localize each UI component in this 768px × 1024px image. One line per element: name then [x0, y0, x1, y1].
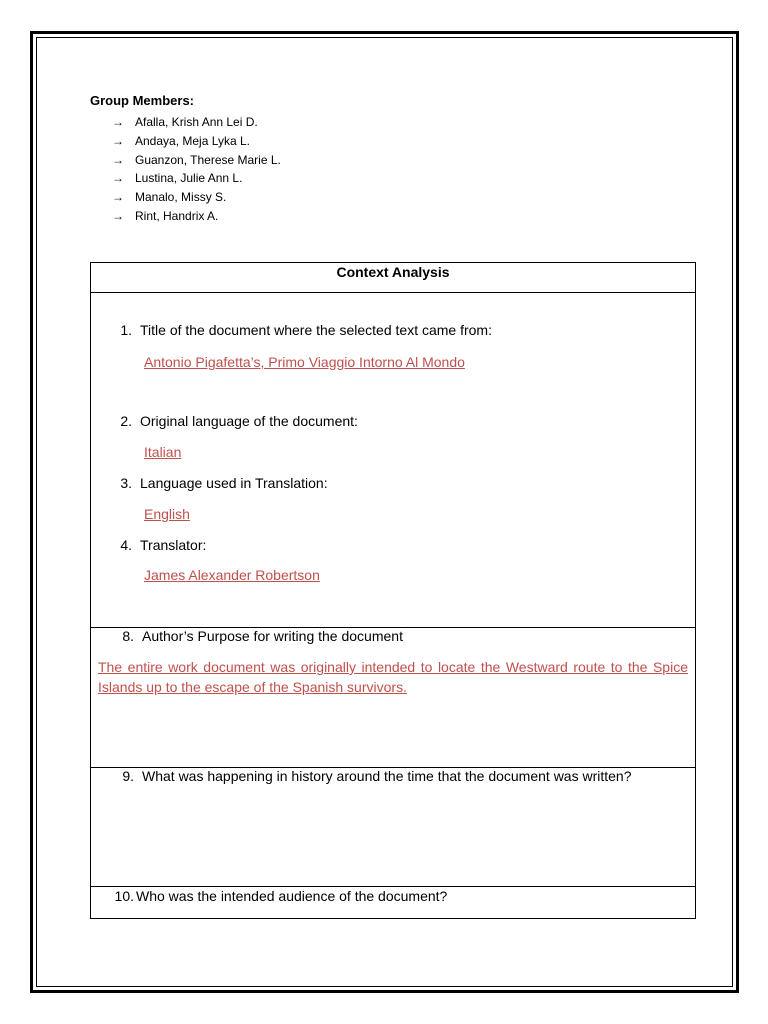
list-item: → Afalla, Krish Ann Lei D.	[112, 113, 281, 132]
group-members-list	[112, 113, 281, 226]
list-item: → Manalo, Missy S.	[112, 188, 281, 207]
question-9: 9. What was happening in history around the time that the document was written?	[122, 768, 632, 784]
arrow-right-icon: →	[112, 208, 124, 223]
arrow-right-icon: →	[112, 171, 124, 186]
question-4: 4. Translator:	[120, 537, 207, 553]
group-members-heading: Group Members:	[90, 93, 195, 108]
answer-1: Antonio Pigafetta’s, Primo Viaggio Intorno Al Mondo	[144, 354, 465, 370]
row-divider	[91, 292, 695, 293]
arrow-right-icon: →	[112, 133, 124, 148]
question-3: 3. Language used in Translation:	[120, 475, 328, 491]
answer-8: The entire work document was originally intended to locate the Westward route to the Spice Islands up to the escape of the Spanish survivors.	[98, 659, 688, 695]
list-item: → Rint, Handrix A.	[112, 207, 281, 226]
answer-4: James Alexander Robertson	[144, 567, 320, 583]
question-8: 8. Author’s Purpose for writing the document	[122, 628, 403, 644]
list-item: → Andaya, Meja Lyka L.	[112, 132, 281, 151]
answer-2: Italian	[144, 444, 182, 460]
question-1: 1. Title of the document where the selected text came from:	[120, 322, 492, 338]
context-analysis-table	[90, 262, 696, 919]
arrow-right-icon: →	[112, 190, 124, 205]
answer-3: English	[144, 506, 190, 522]
question-10: 10. Who was the intended audience of the document?	[114, 888, 448, 904]
list-item: → Guanzon, Therese Marie L.	[112, 151, 281, 170]
row-divider	[91, 886, 695, 887]
list-item: → Lustina, Julie Ann L.	[112, 169, 281, 188]
arrow-right-icon: →	[112, 115, 124, 129]
arrow-right-icon: →	[112, 152, 124, 167]
question-2: 2. Original language of the document:	[120, 413, 358, 429]
table-title: Context Analysis	[336, 264, 450, 280]
